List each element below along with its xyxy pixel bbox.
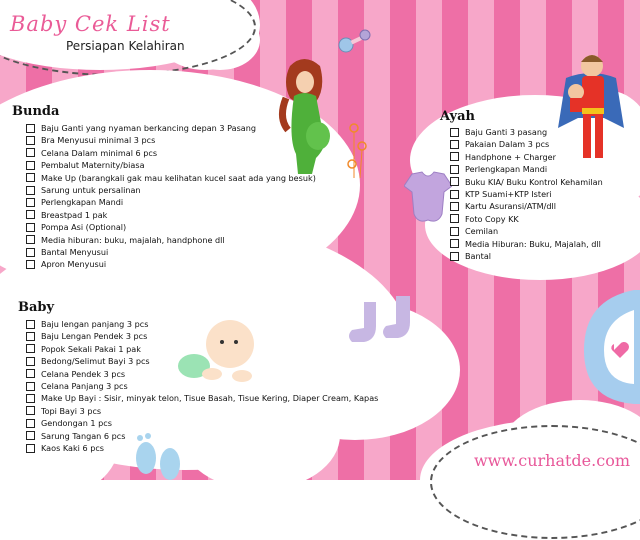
- checklist-item-label: Baju Lengan Pendek 3 pcs: [41, 331, 148, 342]
- checklist-item-label: Media hiburan: buku, majalah, handphone dll: [41, 234, 225, 245]
- checklist-item-label: Celana Pendek 3 pcs: [41, 368, 126, 379]
- ayah-checklist: [450, 126, 603, 262]
- baby-checklist-item: [26, 380, 378, 392]
- checklist-item-label: Kartu Asuransi/ATM/dll: [465, 201, 557, 212]
- bunda-checklist-item: [26, 134, 316, 146]
- ayah-checklist-item: [450, 176, 603, 188]
- bunda-checklist-item: [26, 184, 316, 196]
- bunda-checklist-item: [26, 147, 316, 159]
- checkbox[interactable]: [26, 332, 35, 341]
- checklist-item-label: Bedong/Selimut Bayi 3 pcs: [41, 356, 150, 367]
- page-title: Baby Cek List: [10, 12, 171, 36]
- checkbox[interactable]: [26, 210, 35, 219]
- checklist-item-label: Apron Menyusui: [41, 259, 107, 270]
- baby-checklist-item: [26, 430, 378, 442]
- ayah-checklist-item: [450, 200, 603, 212]
- checklist-item-label: Celana Dalam minimal 6 pcs: [41, 147, 158, 158]
- baby-checklist-item: [26, 318, 378, 330]
- onesie-icon: [404, 170, 452, 226]
- bunda-checklist-item: [26, 221, 316, 233]
- ayah-checklist-item: [450, 188, 603, 200]
- ayah-checklist-item: [450, 213, 603, 225]
- bunda-checklist-item: [26, 258, 316, 270]
- checkbox[interactable]: [26, 148, 35, 157]
- checkbox[interactable]: [450, 152, 459, 161]
- checklist-item-label: Perlengkapan Mandi: [465, 164, 548, 175]
- checklist-item-label: Pompa Asi (Optional): [41, 222, 127, 233]
- bunda-heading: Bunda: [12, 104, 60, 119]
- bunda-checklist-item: [26, 246, 316, 258]
- checklist-item-label: Bantal: [465, 250, 492, 261]
- checklist-item-label: Make Up (barangkali gak mau kelihatan kucel saat ada yang besuk): [41, 172, 316, 183]
- checklist-item-label: Pakaian Dalam 3 pcs: [465, 139, 550, 150]
- checkbox[interactable]: [26, 320, 35, 329]
- checkbox[interactable]: [450, 165, 459, 174]
- baby-checklist-item: [26, 355, 378, 367]
- ayah-checklist-item: [450, 163, 603, 175]
- bunda-checklist-item: [26, 159, 316, 171]
- rattle-icon: [338, 28, 372, 54]
- checklist-item-label: Media Hiburan: Buku, Majalah, dll: [465, 238, 601, 249]
- checkbox[interactable]: [26, 173, 35, 182]
- checklist-item-label: Bantal Menyusui: [41, 246, 109, 257]
- checklist-item-label: Popok Sekali Pakai 1 pak: [41, 343, 141, 354]
- checkbox[interactable]: [450, 128, 459, 137]
- ayah-checklist-item: [450, 138, 603, 150]
- flower-icon: [344, 118, 370, 178]
- checkbox[interactable]: [26, 419, 35, 428]
- checklist-item-label: Perlengkapan Mandi: [41, 197, 124, 208]
- checkbox[interactable]: [26, 161, 35, 170]
- checklist-item-label: Foto Copy KK: [465, 213, 519, 224]
- checkbox[interactable]: [450, 227, 459, 236]
- checkbox[interactable]: [450, 177, 459, 186]
- checklist-item-label: Sarung Tangan 6 pcs: [41, 430, 126, 441]
- checkbox[interactable]: [26, 444, 35, 453]
- checkbox[interactable]: [450, 239, 459, 248]
- checkbox[interactable]: [26, 394, 35, 403]
- checklist-item-label: Gendongan 1 pcs: [41, 418, 112, 429]
- checkbox[interactable]: [450, 140, 459, 149]
- checklist-item-label: Baju Ganti 3 pasang: [465, 127, 548, 137]
- baby-checklist: [26, 318, 378, 454]
- checkbox[interactable]: [26, 382, 35, 391]
- bunda-checklist-item: [26, 196, 316, 208]
- checklist-item-label: Topi Bayi 3 pcs: [41, 405, 102, 416]
- ayah-checklist-item: [450, 151, 603, 163]
- checkbox[interactable]: [26, 406, 35, 415]
- bunda-checklist-item: [26, 234, 316, 246]
- ayah-checklist-item: [450, 225, 603, 237]
- checklist-item-label: Celana Panjang 3 pcs: [41, 380, 128, 391]
- ayah-heading: Ayah: [440, 109, 475, 124]
- checklist-item-label: Bra Menyusui minimal 3 pcs: [41, 135, 156, 146]
- baby-checklist-item: [26, 330, 378, 342]
- checkbox[interactable]: [26, 198, 35, 207]
- checkbox[interactable]: [26, 124, 35, 133]
- checklist-item-label: Cemilan: [465, 226, 499, 237]
- checklist-item-label: Breastpad 1 pak: [41, 209, 108, 220]
- bunda-checklist-item: [26, 172, 316, 184]
- checkbox[interactable]: [450, 252, 459, 261]
- baby-checklist-item: [26, 417, 378, 429]
- baby-checklist-item: [26, 405, 378, 417]
- checkbox[interactable]: [26, 235, 35, 244]
- ayah-checklist-item: [450, 126, 603, 138]
- checklist-item-label: Pembalut Maternity/biasa: [41, 160, 145, 171]
- checkbox[interactable]: [26, 357, 35, 366]
- checklist-item-label: Baju lengan panjang 3 pcs: [41, 319, 149, 329]
- checkbox[interactable]: [26, 344, 35, 353]
- checklist-item-label: Sarung untuk persalinan: [41, 184, 141, 195]
- checkbox[interactable]: [450, 202, 459, 211]
- bunda-checklist-item: [26, 122, 316, 134]
- checkbox[interactable]: [26, 260, 35, 269]
- bunda-checklist: [26, 122, 316, 271]
- checklist-item-label: Make Up Bayi : Sisir, minyak telon, Tisue Basah, Tisue Kering, Diaper Cream, Kapas: [41, 393, 379, 404]
- bunda-checklist-item: [26, 209, 316, 221]
- checkbox[interactable]: [26, 248, 35, 257]
- page-subtitle: Persiapan Kelahiran: [66, 39, 185, 53]
- checklist-item-label: Baju Ganti yang nyaman berkancing depan 3 Pasang: [41, 123, 257, 133]
- checkbox[interactable]: [26, 136, 35, 145]
- checkbox[interactable]: [450, 214, 459, 223]
- checkbox[interactable]: [26, 186, 35, 195]
- checkbox[interactable]: [26, 431, 35, 440]
- baby-checklist-item: [26, 392, 378, 404]
- checkbox[interactable]: [26, 223, 35, 232]
- checklist-item-label: Buku KIA/ Buku Kontrol Kehamilan: [465, 176, 603, 187]
- baby-checklist-item: [26, 343, 378, 355]
- baby-heading: Baby: [18, 300, 55, 315]
- checkbox[interactable]: [26, 369, 35, 378]
- checklist-item-label: Kaos Kaki 6 pcs: [41, 442, 105, 453]
- baby-checklist-item: [26, 368, 378, 380]
- bib-icon: [574, 290, 640, 410]
- checkbox[interactable]: [450, 190, 459, 199]
- checklist-item-label: Handphone + Charger: [465, 151, 556, 162]
- baby-checklist-item: [26, 442, 378, 454]
- footer-url: www.curhatde.com: [473, 451, 630, 470]
- checklist-item-label: KTP Suami+KTP Isteri: [465, 188, 552, 199]
- ayah-checklist-item: [450, 250, 603, 262]
- ayah-checklist-item: [450, 238, 603, 250]
